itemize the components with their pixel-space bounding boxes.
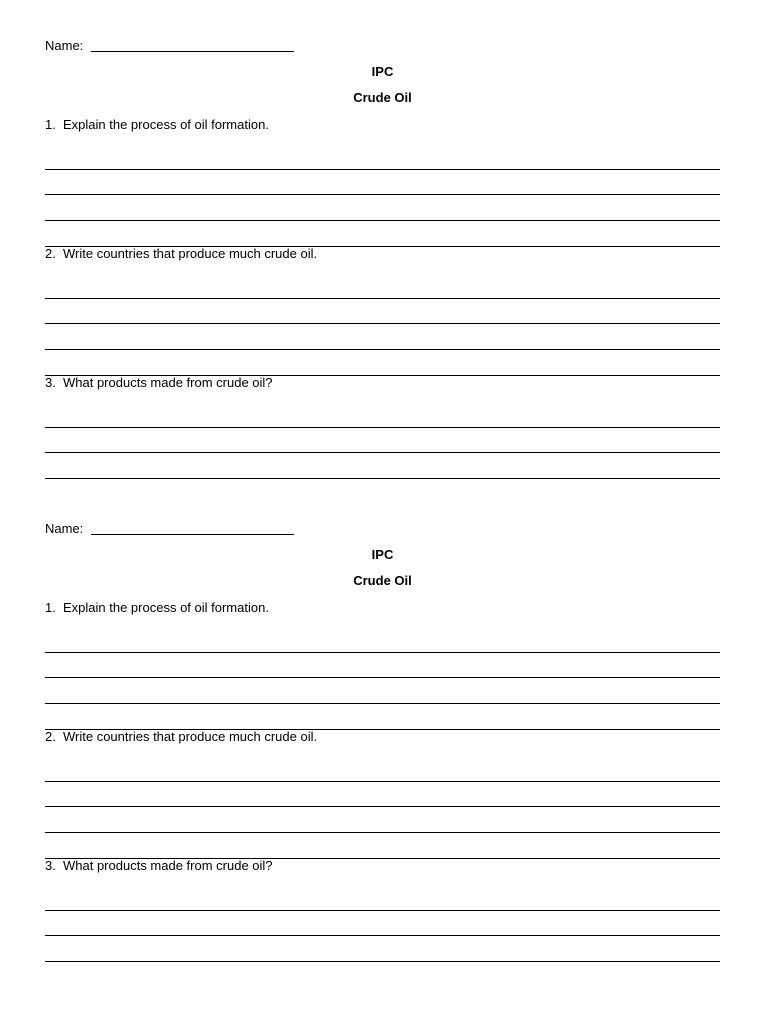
name-row <box>45 521 294 537</box>
answer-line[interactable] <box>45 911 720 937</box>
question-number: 2. <box>45 246 56 261</box>
question-3 <box>45 858 720 962</box>
answer-line[interactable] <box>45 833 720 859</box>
name-label: Name: <box>45 38 84 53</box>
answer-line[interactable] <box>45 221 720 247</box>
question-text <box>45 246 720 262</box>
question-number: 1. <box>45 600 56 615</box>
question-text <box>45 375 720 391</box>
answer-line[interactable] <box>45 273 720 299</box>
answer-line[interactable] <box>45 324 720 350</box>
question-text <box>45 858 720 874</box>
answer-lines <box>45 756 720 859</box>
question-number: 1. <box>45 117 56 132</box>
answer-line[interactable] <box>45 885 720 911</box>
question-2 <box>45 729 720 859</box>
answer-line[interactable] <box>45 170 720 196</box>
answer-line[interactable] <box>45 936 720 962</box>
question-prompt: Write countries that produce much crude oil. <box>63 246 318 261</box>
subject-title: IPC <box>371 64 394 79</box>
question-1 <box>45 600 720 730</box>
answer-line[interactable] <box>45 678 720 704</box>
answer-line[interactable] <box>45 807 720 833</box>
answer-lines <box>45 627 720 730</box>
question-number: 3. <box>45 858 56 873</box>
answer-line[interactable] <box>45 299 720 325</box>
answer-line[interactable] <box>45 653 720 679</box>
question-text <box>45 600 720 616</box>
question-prompt: What products made from crude oil? <box>63 375 273 390</box>
answer-line[interactable] <box>45 350 720 376</box>
question-2 <box>45 246 720 376</box>
question-1 <box>45 117 720 247</box>
topic-title: Crude Oil <box>353 573 412 588</box>
name-blank-line[interactable] <box>91 38 294 52</box>
subject-title: IPC <box>371 547 394 562</box>
name-blank-line[interactable] <box>91 521 294 535</box>
question-text <box>45 729 720 745</box>
answer-line[interactable] <box>45 144 720 170</box>
answer-line[interactable] <box>45 428 720 454</box>
question-3 <box>45 375 720 479</box>
answer-line[interactable] <box>45 453 720 479</box>
question-prompt: Explain the process of oil formation. <box>63 117 269 132</box>
name-row <box>45 38 294 54</box>
answer-lines <box>45 402 720 479</box>
question-prompt: What products made from crude oil? <box>63 858 273 873</box>
name-label: Name: <box>45 521 84 536</box>
answer-line[interactable] <box>45 402 720 428</box>
answer-line[interactable] <box>45 195 720 221</box>
question-prompt: Write countries that produce much crude oil. <box>63 729 318 744</box>
answer-lines <box>45 144 720 247</box>
answer-lines <box>45 885 720 962</box>
answer-line[interactable] <box>45 627 720 653</box>
question-number: 3. <box>45 375 56 390</box>
topic-title: Crude Oil <box>353 90 412 105</box>
answer-line[interactable] <box>45 782 720 808</box>
question-prompt: Explain the process of oil formation. <box>63 600 269 615</box>
answer-line[interactable] <box>45 756 720 782</box>
question-text <box>45 117 720 133</box>
answer-line[interactable] <box>45 704 720 730</box>
answer-lines <box>45 273 720 376</box>
question-number: 2. <box>45 729 56 744</box>
